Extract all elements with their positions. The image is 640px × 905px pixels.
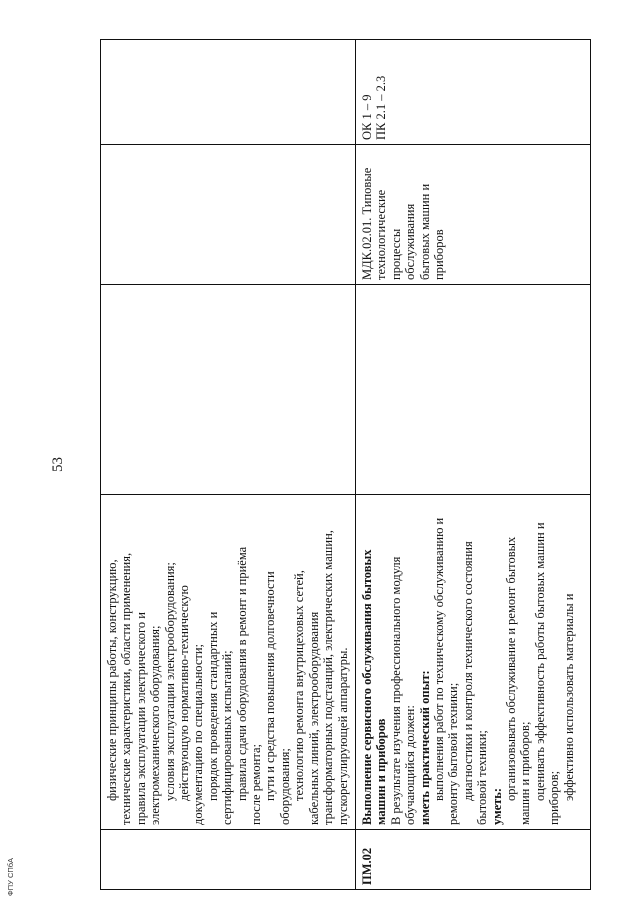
description-line: трансформаторных подстанций, электрических машин, (321, 530, 336, 825)
subheading-practical-experience: иметь практический опыт: (417, 670, 432, 825)
curriculum-table (100, 39, 591, 890)
description-line: эффективно использовать материалы и (561, 593, 576, 801)
rotated-table-container (100, 40, 590, 890)
description-line: правила эксплуатации электрического и (133, 612, 148, 825)
module-title-line: машин и приборов (374, 718, 389, 825)
module-code: ПМ.02 (360, 847, 374, 885)
cell-description (356, 495, 591, 830)
cell-mdk-empty (101, 145, 356, 285)
description-line: пускорегулирующей аппаратуры. (335, 647, 350, 825)
description-line: технологию ремонта внутрицеховых сетей, (292, 570, 307, 801)
description-line: оборудования; (277, 748, 292, 825)
description-line: оценивать эффективность работы бытовых машин и (532, 522, 547, 801)
cell-competencies (356, 40, 591, 145)
description-line: выполнения работ по техническому обслуживанию и (432, 517, 447, 801)
cell-competencies-empty (101, 40, 356, 145)
mdk-line: процессы (388, 228, 403, 280)
description-line: бытовой техники; (475, 730, 490, 825)
description-line: порядок проведения стандартных и (205, 611, 220, 801)
table-row-continued (101, 40, 356, 890)
mdk-line: обслуживания (403, 203, 418, 280)
mdk-line: бытовых машин и (417, 183, 432, 280)
description-line: после ремонта; (249, 744, 264, 825)
page-number: 53 (50, 457, 66, 472)
description-line: физические принципы работы, конструкцию, (105, 559, 119, 801)
subheading-skills: уметь: (489, 787, 504, 825)
competency-line: ПК 2.1 – 2.3 (374, 75, 389, 140)
mdk-line: приборов (432, 229, 447, 280)
description-line: В результате изучения профессионального модуля (388, 556, 403, 825)
cell-mdk (356, 145, 591, 285)
description-line: действующую нормативно-техническую (177, 585, 192, 801)
cell-code (356, 830, 591, 890)
description-line: организовывать обслуживание и ремонт бытовых (504, 536, 519, 801)
description-line: условия эксплуатации электрооборудования; (162, 562, 177, 801)
cell-description-continued (101, 495, 356, 830)
description-line: кабельных линий, электрооборудования (306, 611, 321, 825)
table-row-pm02 (356, 40, 591, 890)
cell-code-empty (101, 830, 356, 890)
competency-line: ОК 1 – 9 (360, 94, 374, 140)
description-line: обучающийся должен: (403, 705, 418, 825)
description-line: сертифицированных испытаний; (220, 650, 235, 825)
footer-mark: ФПУ СПбА (6, 857, 15, 896)
description-line: ремонту бытовой техники; (446, 682, 461, 825)
description-line: электромеханического оборудования; (148, 625, 163, 825)
description-line: пути и средства повышения долговечности (263, 571, 278, 801)
mdk-line: МДК.02.01. Типовые (360, 167, 374, 280)
description-line: технические характеристики, области применения, (119, 552, 134, 825)
description-line: диагностики и контроля технического состояния (460, 541, 475, 801)
mdk-line: технологические (374, 189, 389, 280)
description-line: документацию по специальности; (191, 644, 206, 825)
cell-column3-empty (356, 285, 591, 495)
description-line: машин и приборов; (518, 721, 533, 825)
module-title-line: Выполнение сервисного обслуживания бытовых (360, 549, 374, 825)
cell-column3-empty (101, 285, 356, 495)
description-line: правила сдачи оборудования в ремонт и приёма (234, 546, 249, 801)
description-line: приборов; (547, 770, 562, 825)
